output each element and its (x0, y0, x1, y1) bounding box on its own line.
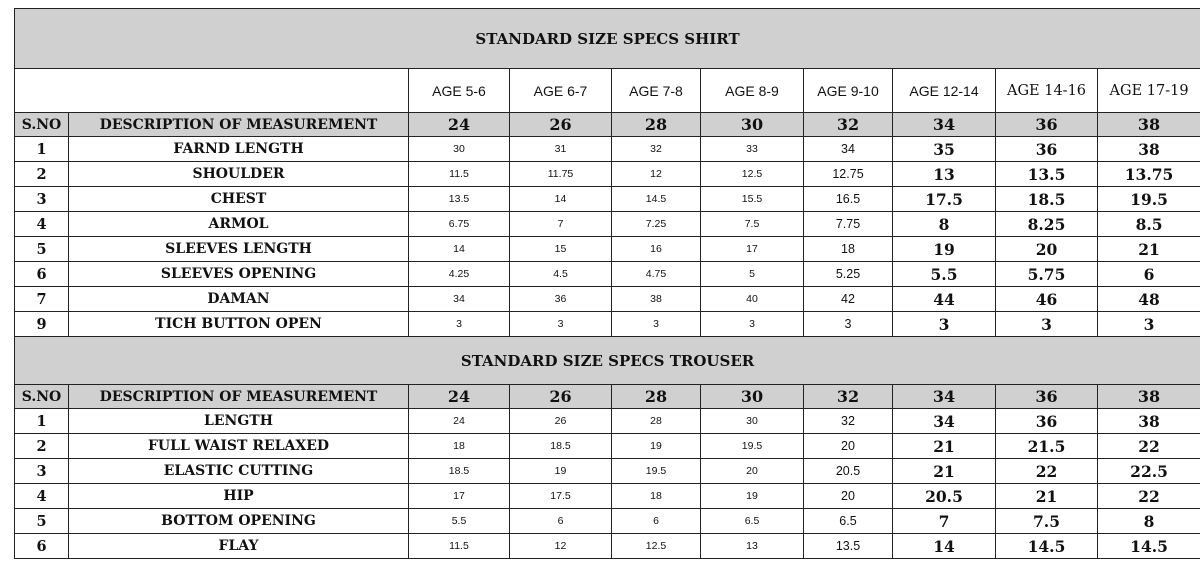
measurement-cell: 3 (510, 312, 612, 337)
measurement-cell: 5.5 (893, 262, 996, 287)
age-header-row (15, 69, 1200, 113)
size-header: 36 (996, 385, 1098, 409)
age-label: AGE 9-10 (804, 69, 893, 113)
shirt-description-header: DESCRIPTION OF MEASUREMENT (69, 113, 409, 137)
age-label: AGE 14-16 (996, 69, 1098, 113)
measurement-cell: 13.75 (1098, 162, 1200, 187)
table-row (15, 262, 1200, 287)
measurement-cell: 11.5 (409, 162, 510, 187)
measurement-cell: 20.5 (893, 484, 996, 509)
row-description: SLEEVES OPENING (69, 262, 409, 287)
row-sno: 1 (15, 409, 69, 434)
measurement-cell: 20 (804, 484, 893, 509)
measurement-cell: 24 (409, 409, 510, 434)
measurement-cell: 38 (1098, 409, 1200, 434)
trouser-title-row (15, 337, 1200, 385)
size-header: 34 (893, 113, 996, 137)
measurement-cell: 16 (612, 237, 701, 262)
measurement-cell: 19.5 (1098, 187, 1200, 212)
measurement-cell: 46 (996, 287, 1098, 312)
measurement-cell: 14 (510, 187, 612, 212)
size-header: 34 (893, 385, 996, 409)
measurement-cell: 20 (804, 434, 893, 459)
measurement-cell: 30 (409, 137, 510, 162)
measurement-cell: 32 (612, 137, 701, 162)
table-row (15, 484, 1200, 509)
table-row (15, 312, 1200, 337)
age-label: AGE 5-6 (409, 69, 510, 113)
measurement-cell: 21 (893, 459, 996, 484)
row-sno: 2 (15, 162, 69, 187)
measurement-cell: 34 (409, 287, 510, 312)
measurement-cell: 12.5 (612, 534, 701, 559)
shirt-title: STANDARD SIZE SPECS SHIRT (15, 9, 1200, 69)
measurement-cell: 7.25 (612, 212, 701, 237)
measurement-cell: 32 (804, 409, 893, 434)
table-row (15, 434, 1200, 459)
measurement-cell: 22 (1098, 484, 1200, 509)
measurement-cell: 19.5 (701, 434, 804, 459)
row-sno: 1 (15, 137, 69, 162)
measurement-cell: 38 (612, 287, 701, 312)
measurement-cell: 8.5 (1098, 212, 1200, 237)
row-description: BOTTOM OPENING (69, 509, 409, 534)
row-description: CHEST (69, 187, 409, 212)
measurement-cell: 14 (409, 237, 510, 262)
measurement-cell: 11.5 (409, 534, 510, 559)
measurement-cell: 48 (1098, 287, 1200, 312)
measurement-cell: 6 (510, 509, 612, 534)
row-sno: 2 (15, 434, 69, 459)
measurement-cell: 6.5 (701, 509, 804, 534)
row-description: TICH BUTTON OPEN (69, 312, 409, 337)
measurement-cell: 4.5 (510, 262, 612, 287)
measurement-cell: 13.5 (409, 187, 510, 212)
table-row (15, 162, 1200, 187)
measurement-cell: 17.5 (510, 484, 612, 509)
row-sno: 3 (15, 187, 69, 212)
measurement-cell: 12.5 (701, 162, 804, 187)
measurement-cell: 21 (1098, 237, 1200, 262)
measurement-cell: 17 (409, 484, 510, 509)
measurement-cell: 34 (804, 137, 893, 162)
measurement-cell: 33 (701, 137, 804, 162)
row-description: SLEEVES LENGTH (69, 237, 409, 262)
measurement-cell: 22.5 (1098, 459, 1200, 484)
measurement-cell: 6.75 (409, 212, 510, 237)
size-header: 38 (1098, 385, 1200, 409)
measurement-cell: 13.5 (804, 534, 893, 559)
measurement-cell: 36 (996, 409, 1098, 434)
row-description: SHOULDER (69, 162, 409, 187)
measurement-cell: 20.5 (804, 459, 893, 484)
measurement-cell: 21 (893, 434, 996, 459)
measurement-cell: 14 (893, 534, 996, 559)
measurement-cell: 18.5 (409, 459, 510, 484)
age-label: AGE 7-8 (612, 69, 701, 113)
table-row (15, 237, 1200, 262)
row-description: FLAY (69, 534, 409, 559)
measurement-cell: 7 (893, 509, 996, 534)
size-header: 26 (510, 113, 612, 137)
row-sno: 5 (15, 509, 69, 534)
row-description: DAMAN (69, 287, 409, 312)
size-spec-table (14, 8, 1200, 559)
measurement-cell: 3 (1098, 312, 1200, 337)
measurement-cell: 17 (701, 237, 804, 262)
measurement-cell: 7.5 (701, 212, 804, 237)
age-label: AGE 6-7 (510, 69, 612, 113)
table-row (15, 212, 1200, 237)
measurement-cell: 6 (1098, 262, 1200, 287)
measurement-cell: 19 (893, 237, 996, 262)
size-header: 30 (701, 385, 804, 409)
row-description: HIP (69, 484, 409, 509)
size-header: 24 (409, 385, 510, 409)
row-description: FARND LENGTH (69, 137, 409, 162)
row-description: ARMOL (69, 212, 409, 237)
measurement-cell: 31 (510, 137, 612, 162)
measurement-cell: 3 (804, 312, 893, 337)
measurement-cell: 14.5 (612, 187, 701, 212)
table-row (15, 459, 1200, 484)
row-description: ELASTIC CUTTING (69, 459, 409, 484)
age-label: AGE 12-14 (893, 69, 996, 113)
measurement-cell: 19 (701, 484, 804, 509)
row-sno: 6 (15, 262, 69, 287)
measurement-cell: 18 (409, 434, 510, 459)
shirt-sno-header: S.NO (15, 113, 69, 137)
measurement-cell: 36 (996, 137, 1098, 162)
shirt-title-row (15, 9, 1200, 69)
table-row (15, 534, 1200, 559)
measurement-cell: 4.25 (409, 262, 510, 287)
shirt-header-row (15, 113, 1200, 137)
measurement-cell: 5.25 (804, 262, 893, 287)
trouser-header-row (15, 385, 1200, 409)
measurement-cell: 11.75 (510, 162, 612, 187)
age-header-blank (15, 69, 409, 113)
row-sno: 6 (15, 534, 69, 559)
measurement-cell: 14.5 (996, 534, 1098, 559)
measurement-cell: 14.5 (1098, 534, 1200, 559)
measurement-cell: 22 (1098, 434, 1200, 459)
table-row (15, 187, 1200, 212)
measurement-cell: 36 (510, 287, 612, 312)
measurement-cell: 13 (893, 162, 996, 187)
measurement-cell: 5.5 (409, 509, 510, 534)
measurement-cell: 12 (510, 534, 612, 559)
measurement-cell: 3 (996, 312, 1098, 337)
measurement-cell: 7.75 (804, 212, 893, 237)
measurement-cell: 21 (996, 484, 1098, 509)
table-row (15, 509, 1200, 534)
measurement-cell: 8.25 (996, 212, 1098, 237)
measurement-cell: 19 (510, 459, 612, 484)
measurement-cell: 28 (612, 409, 701, 434)
measurement-cell: 7 (510, 212, 612, 237)
measurement-cell: 19.5 (612, 459, 701, 484)
measurement-cell: 40 (701, 287, 804, 312)
table-row (15, 287, 1200, 312)
measurement-cell: 6.5 (804, 509, 893, 534)
measurement-cell: 13 (701, 534, 804, 559)
measurement-cell: 44 (893, 287, 996, 312)
row-sno: 4 (15, 484, 69, 509)
row-sno: 4 (15, 212, 69, 237)
table-row (15, 409, 1200, 434)
size-header: 28 (612, 113, 701, 137)
measurement-cell: 3 (893, 312, 996, 337)
size-header: 38 (1098, 113, 1200, 137)
age-label: AGE 17-19 (1098, 69, 1200, 113)
size-header: 24 (409, 113, 510, 137)
size-header: 26 (510, 385, 612, 409)
measurement-cell: 6 (612, 509, 701, 534)
measurement-cell: 26 (510, 409, 612, 434)
trouser-sno-header: S.NO (15, 385, 69, 409)
measurement-cell: 30 (701, 409, 804, 434)
measurement-cell: 20 (996, 237, 1098, 262)
row-sno: 5 (15, 237, 69, 262)
measurement-cell: 18.5 (996, 187, 1098, 212)
measurement-cell: 8 (893, 212, 996, 237)
measurement-cell: 7.5 (996, 509, 1098, 534)
measurement-cell: 35 (893, 137, 996, 162)
row-sno: 3 (15, 459, 69, 484)
measurement-cell: 18.5 (510, 434, 612, 459)
trouser-title: STANDARD SIZE SPECS TROUSER (15, 337, 1200, 385)
measurement-cell: 3 (612, 312, 701, 337)
measurement-cell: 12 (612, 162, 701, 187)
measurement-cell: 18 (804, 237, 893, 262)
measurement-cell: 5 (701, 262, 804, 287)
measurement-cell: 12.75 (804, 162, 893, 187)
size-header: 36 (996, 113, 1098, 137)
measurement-cell: 42 (804, 287, 893, 312)
age-label: AGE 8-9 (701, 69, 804, 113)
size-header: 28 (612, 385, 701, 409)
measurement-cell: 5.75 (996, 262, 1098, 287)
measurement-cell: 13.5 (996, 162, 1098, 187)
measurement-cell: 3 (409, 312, 510, 337)
measurement-cell: 38 (1098, 137, 1200, 162)
measurement-cell: 18 (612, 484, 701, 509)
measurement-cell: 15 (510, 237, 612, 262)
measurement-cell: 8 (1098, 509, 1200, 534)
measurement-cell: 3 (701, 312, 804, 337)
trouser-description-header: DESCRIPTION OF MEASUREMENT (69, 385, 409, 409)
table-row (15, 137, 1200, 162)
row-sno: 7 (15, 287, 69, 312)
measurement-cell: 16.5 (804, 187, 893, 212)
row-sno: 9 (15, 312, 69, 337)
measurement-cell: 15.5 (701, 187, 804, 212)
measurement-cell: 19 (612, 434, 701, 459)
measurement-cell: 21.5 (996, 434, 1098, 459)
measurement-cell: 34 (893, 409, 996, 434)
row-description: LENGTH (69, 409, 409, 434)
measurement-cell: 22 (996, 459, 1098, 484)
size-header: 32 (804, 113, 893, 137)
measurement-cell: 4.75 (612, 262, 701, 287)
size-header: 32 (804, 385, 893, 409)
row-description: FULL WAIST RELAXED (69, 434, 409, 459)
measurement-cell: 17.5 (893, 187, 996, 212)
measurement-cell: 20 (701, 459, 804, 484)
size-header: 30 (701, 113, 804, 137)
